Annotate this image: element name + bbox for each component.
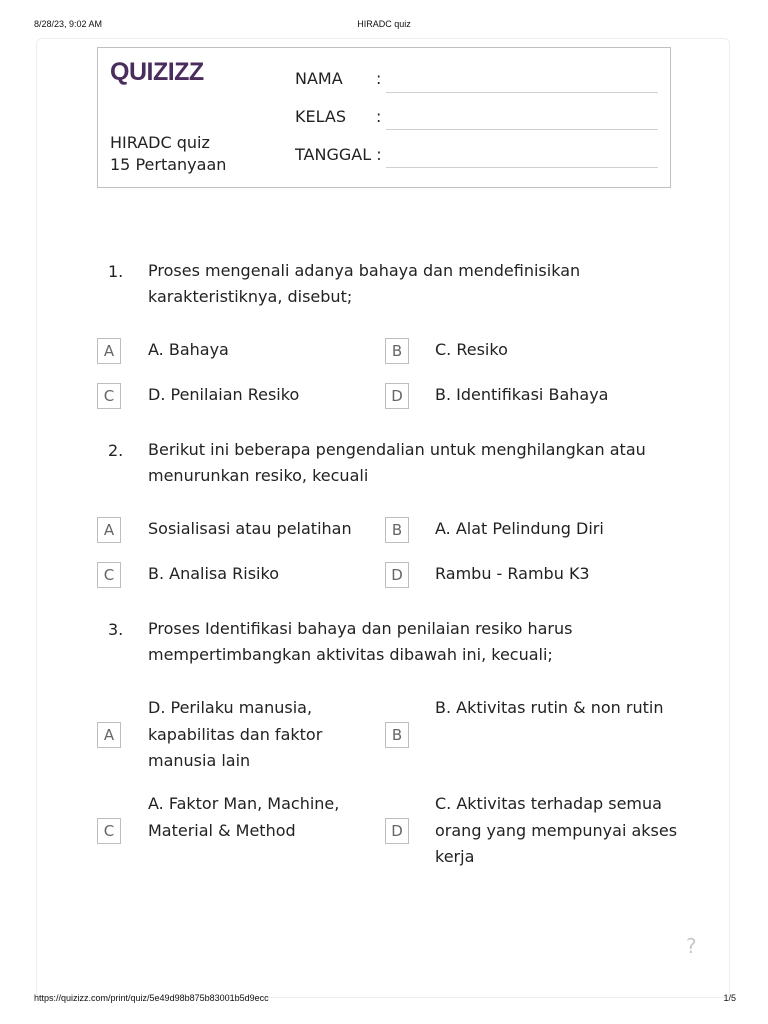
option-box-b[interactable]: B xyxy=(385,517,409,543)
quiz-title: HIRADC quiz xyxy=(110,133,210,152)
option-box-c[interactable]: C xyxy=(97,818,121,844)
question-mark-icon[interactable]: ? xyxy=(686,934,697,958)
field-label-kelas: KELAS xyxy=(295,107,346,126)
question-number: 1. xyxy=(108,262,124,281)
option-box-b[interactable]: B xyxy=(385,722,409,748)
option-text: C. Aktivitas terhadap semua orang yang mempunyai akses kerja xyxy=(435,794,678,866)
option-text: Sosialisasi atau pelatihan xyxy=(148,519,352,538)
option-box-a[interactable]: A xyxy=(97,517,121,543)
option-box-d[interactable]: D xyxy=(385,383,409,409)
question-count: 15 Pertanyaan xyxy=(110,155,227,174)
option-text: A. Bahaya xyxy=(148,340,229,359)
field-colon-nama: : xyxy=(376,69,382,88)
option-text: A. Alat Pelindung Diri xyxy=(435,519,604,538)
option-box-a[interactable]: A xyxy=(97,722,121,748)
field-line-tanggal xyxy=(386,167,658,168)
option-text: D. Perilaku manusia, kapabilitas dan faktor manusia lain xyxy=(148,698,323,770)
option-box-a[interactable]: A xyxy=(97,338,121,364)
field-colon-kelas: : xyxy=(376,107,382,126)
question-text: Proses mengenali adanya bahaya dan mendefinisikan karakteristiknya, disebut; xyxy=(148,261,581,306)
option-box-d[interactable]: D xyxy=(385,818,409,844)
field-line-kelas xyxy=(386,129,658,130)
question-text: Berikut ini beberapa pengendalian untuk menghilangkan atau menurunkan resiko, kecuali xyxy=(148,440,646,485)
option-text: C. Resiko xyxy=(435,340,508,359)
option-text: B. Analisa Risiko xyxy=(148,564,279,583)
option-text: Rambu - Rambu K3 xyxy=(435,564,590,583)
print-url: https://quizizz.com/print/quiz/5e49d98b875b83001b5d9ecc xyxy=(34,993,269,1003)
print-datetime: 8/28/23, 9:02 AM xyxy=(34,19,103,29)
option-text: A. Faktor Man, Machine, Material & Method xyxy=(148,794,340,840)
quizizz-logo: QUIZIZZ xyxy=(110,58,204,86)
option-box-d[interactable]: D xyxy=(385,562,409,588)
field-line-nama xyxy=(386,92,658,93)
question-text: Proses Identifikasi bahaya dan penilaian resiko harus mempertimbangkan aktivitas dibawah ini, kecuali; xyxy=(148,619,573,664)
field-label-tanggal: TANGGAL : xyxy=(295,145,382,164)
print-title: HIRADC quiz xyxy=(357,19,411,29)
option-text: B. Aktivitas rutin & non rutin xyxy=(435,698,664,717)
question-number: 2. xyxy=(108,441,124,460)
option-text: D. Penilaian Resiko xyxy=(148,385,300,404)
option-text: B. Identifikasi Bahaya xyxy=(435,385,609,404)
option-box-c[interactable]: C xyxy=(97,562,121,588)
print-page-number: 1/5 xyxy=(723,993,736,1003)
question-number: 3. xyxy=(108,620,124,639)
option-box-c[interactable]: C xyxy=(97,383,121,409)
field-label-nama: NAMA xyxy=(295,69,343,88)
option-box-b[interactable]: B xyxy=(385,338,409,364)
